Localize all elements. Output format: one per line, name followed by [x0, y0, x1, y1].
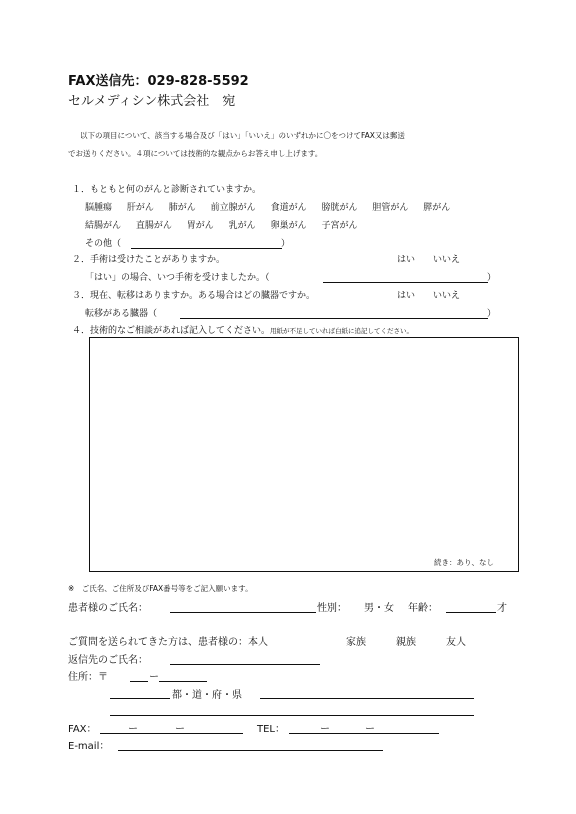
surgery-date-field[interactable]: [323, 282, 488, 283]
q2-sub-open: 「はい」の場合、いつ手術を受けましたか。（: [85, 273, 270, 283]
relation-family[interactable]: 家族: [346, 637, 366, 648]
fax-dash-1: ー: [128, 724, 138, 735]
postal-code-1-field[interactable]: [130, 681, 148, 682]
tel-dash-1: ー: [320, 724, 330, 735]
option-breast[interactable]: 乳がん: [228, 221, 256, 231]
q3-yes[interactable]: はい: [397, 291, 416, 301]
address-line-1-field[interactable]: [260, 698, 474, 699]
reply-name-field[interactable]: [170, 664, 320, 665]
email-label: E-mail：: [68, 741, 110, 752]
option-bile-duct[interactable]: 胆管がん: [372, 203, 409, 213]
metastasis-organ-field[interactable]: [180, 318, 488, 319]
option-bladder[interactable]: 膀胱がん: [321, 203, 358, 213]
fax-label: FAX：: [68, 724, 97, 735]
age-field[interactable]: [446, 612, 496, 613]
option-brain-tumor[interactable]: 脳腫瘍: [85, 203, 113, 213]
question-3: ３．現在、転移はありますか。ある場合はどの臓器ですか。: [72, 291, 316, 301]
q3-no[interactable]: いいえ: [433, 291, 461, 301]
address-label: 住所：〒: [68, 672, 108, 683]
question-1: １．もともと何のがんと診断されていますか。: [72, 185, 262, 195]
notice: ※ ご氏名、ご住所及びFAX番号等をご記入願います。: [68, 584, 253, 593]
prefecture-suffix: 都・道・府・県: [172, 690, 242, 701]
other-open: その他（: [85, 239, 122, 249]
intro-line-1: 以下の項目について、該当する場合及び「はい」「いいえ」のいずれかに〇をつけてFAX又は郵送: [80, 131, 405, 140]
q2-sub-close: ）: [487, 273, 497, 283]
other-close: ）: [281, 239, 291, 249]
question-4-label: ４．技術的なご相談があれば記入してください。: [72, 326, 271, 336]
intro-line-2: でお送りください。４項については技術的な観点からお答え申し上げます。: [68, 149, 323, 158]
tel-dash-2: ー: [365, 724, 375, 735]
email-field[interactable]: [118, 750, 383, 751]
address-line-2-field[interactable]: [110, 715, 474, 716]
option-esophagus[interactable]: 食道がん: [270, 203, 307, 213]
relation-relative[interactable]: 親族: [396, 637, 416, 648]
tel-label: TEL：: [257, 724, 285, 735]
q2-no[interactable]: いいえ: [433, 255, 461, 265]
patient-name-field[interactable]: [170, 612, 316, 613]
gender-label: 性別：: [317, 603, 347, 614]
q3-sub-open: 転移がある臓器（: [85, 309, 158, 319]
fax-destination: FAX送信先：029-828-5592: [68, 74, 249, 89]
age-label: 年齢：: [408, 603, 438, 614]
patient-name-label: 患者様のご氏名：: [68, 603, 148, 614]
fax-dash-2: ー: [175, 724, 185, 735]
cancer-type-row-1: [85, 200, 450, 213]
other-cancer-field[interactable]: [131, 248, 282, 249]
option-lung[interactable]: 肺がん: [168, 203, 196, 213]
option-prostate[interactable]: 前立腺がん: [210, 203, 256, 213]
option-liver[interactable]: 肝がん: [126, 203, 154, 213]
relation-label: ご質問を送られてきた方は、患者様の：本人: [68, 637, 268, 648]
option-colon[interactable]: 結腸がん: [85, 221, 122, 231]
continue-note: 続き：あり、なし: [434, 558, 494, 567]
option-ovary[interactable]: 卵巣がん: [270, 221, 307, 231]
company-name: セルメディシン株式会社 宛: [68, 94, 236, 109]
cancer-type-row-2: [85, 218, 357, 231]
option-uterus[interactable]: 子宮がん: [321, 221, 358, 231]
option-pancreas[interactable]: 膵がん: [423, 203, 451, 213]
postal-code-2-field[interactable]: [159, 681, 207, 682]
question-4-note: 用紙が不足していれば白紙に追記してください。: [270, 327, 414, 335]
q2-yes[interactable]: はい: [397, 255, 416, 265]
gender-options[interactable]: 男・女: [364, 603, 394, 614]
reply-name-label: 返信先のご氏名：: [68, 655, 148, 666]
consultation-box[interactable]: [89, 337, 519, 572]
option-stomach[interactable]: 胃がん: [186, 221, 214, 231]
question-4: [72, 323, 413, 336]
question-2: ２．手術は受けたことがありますか。: [72, 255, 226, 265]
q3-sub-close: ）: [487, 309, 497, 319]
age-unit: 才: [497, 603, 507, 614]
fax-number-field[interactable]: [100, 733, 243, 734]
relation-friend[interactable]: 友人: [446, 637, 466, 648]
option-rectum[interactable]: 直腸がん: [135, 221, 172, 231]
postal-dash: ー: [149, 672, 159, 683]
tel-number-field[interactable]: [289, 733, 439, 734]
prefecture-field[interactable]: [110, 698, 170, 699]
